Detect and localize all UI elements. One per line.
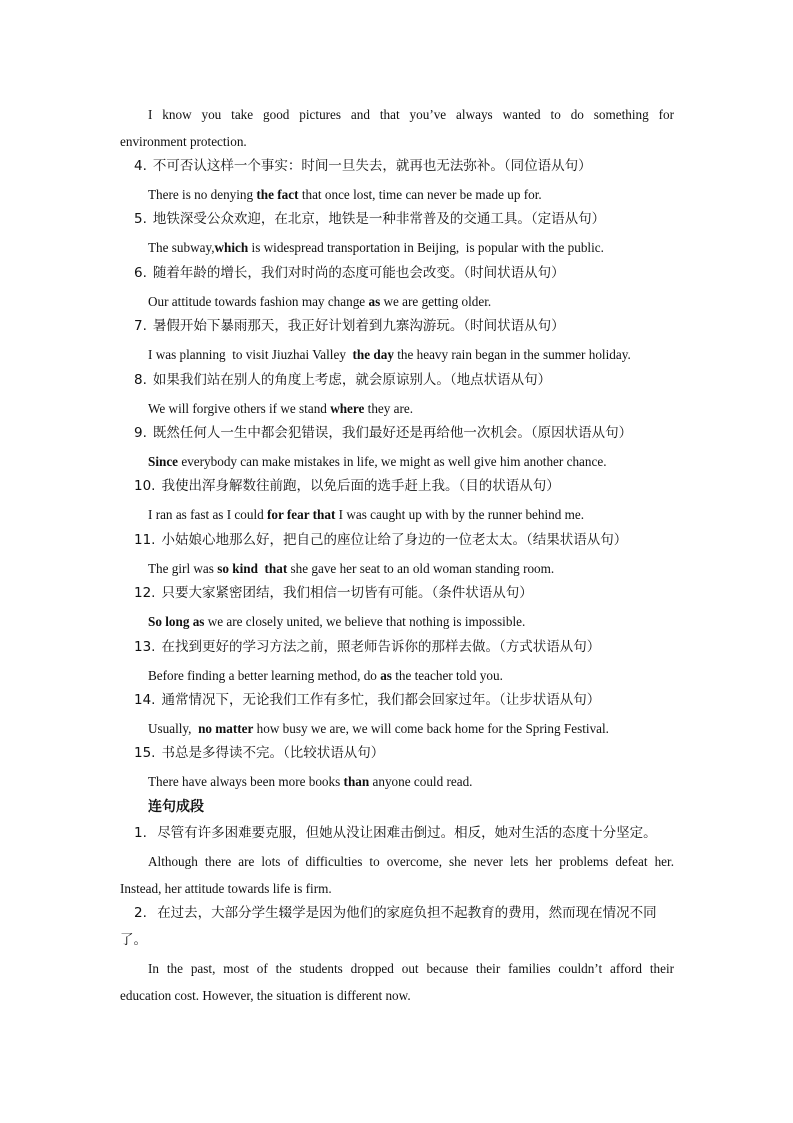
item-zh-line <box>134 694 600 708</box>
item-en-post: I was caught up with by the runner behind me. <box>335 507 585 523</box>
item-en-post: how busy we are, we will come back home for the Spring Festival. <box>253 721 609 736</box>
item-number: 15. <box>134 745 156 762</box>
paragraph-2-en-line-2: education cost. However, the situation is different now. <box>120 988 411 1003</box>
item-zh-line <box>134 638 601 655</box>
item-en-pre: I ran as fast as I could <box>148 507 268 523</box>
item-en-pre: Usually, <box>148 721 199 736</box>
item-number: 13. <box>134 638 156 655</box>
item-zh-line <box>134 371 552 388</box>
item-en-line <box>148 722 609 735</box>
item-zh-line <box>134 480 560 494</box>
item-zh-line <box>134 213 605 227</box>
item-en-line <box>148 669 503 682</box>
item-zh-text: 我使出浑身解数往前跑，以免后面的选手赶上我。（目的状语从句） <box>161 478 560 495</box>
item-en-keyword: So long as <box>148 614 205 630</box>
item-en-post: everybody can make mistakes in life, we might as well give him another chance. <box>178 454 607 469</box>
item-zh-line <box>134 264 565 281</box>
item-zh-text: 既然任何人一生中都会犯错误，我们最好还是再给他一次机会。（原因状语从句） <box>152 425 633 441</box>
item-zh-line <box>134 320 565 334</box>
item-zh-line <box>134 747 384 761</box>
item-zh-text: 不可否认这样一个事实：时间一旦失去，就再也无法弥补。（同位语从句） <box>152 158 592 174</box>
item-en-pre: There is no denying <box>148 187 257 202</box>
intro-line-2: environment protection. <box>120 134 247 149</box>
item-en-line <box>148 508 584 521</box>
item-en-keyword: Since <box>148 454 179 469</box>
item-en-keyword: than <box>343 774 370 790</box>
item-en-post: she gave her seat to an old woman standing room. <box>287 560 555 576</box>
item-en-line <box>148 775 472 788</box>
paragraph-2-number: 2. <box>134 905 147 921</box>
item-zh-text: 书总是多得读不完。（比较状语从句） <box>161 745 385 762</box>
item-en-pre: We will forgive others if we stand <box>148 400 331 416</box>
item-number: 5. <box>134 211 147 228</box>
item-en-post: the teacher told you. <box>391 667 503 683</box>
item-en-post: the heavy rain began in the summer holiday. <box>393 347 631 363</box>
item-en-line <box>148 188 542 201</box>
item-en-pre: Our attitude towards fashion may change <box>148 293 369 309</box>
item-en-line <box>148 295 491 308</box>
item-en-line <box>148 455 607 468</box>
item-zh-text: 如果我们站在别人的角度上考虑，就会原谅别人。（地点状语从句） <box>152 371 552 388</box>
item-en-keyword: as <box>380 667 392 683</box>
item-zh-text: 小姑娘心地那么好，把自己的座位让给了身边的一位老太太。（结果状语从句） <box>161 531 628 548</box>
paragraph-2-zh-text: 在过去，大部分学生辍学是因为他们的家庭负担不起教育的费用，然而现在情况不同 <box>157 905 657 921</box>
item-en-pre: Before finding a better learning method, do <box>148 667 381 683</box>
item-en-keyword: for fear that <box>267 507 336 523</box>
item-zh-text: 暑假开始下暴雨那天，我正好计划着到九寨沟游玩。（时间状语从句） <box>152 318 565 335</box>
paragraph-1-zh-text: 尽管有许多困难要克服，但她从没让困难击倒过。相反，她对生活的态度十分坚定。 <box>157 825 657 841</box>
paragraph-2-zh-line-1 <box>134 907 657 921</box>
item-en-pre: The girl was <box>148 560 218 576</box>
item-number: 9. <box>134 425 147 441</box>
paragraph-1-en-line-2: Instead, her attitude towards life is firm. <box>120 881 332 896</box>
item-en-post: we are getting older. <box>380 293 492 309</box>
item-en-line <box>148 615 525 628</box>
section-heading: 连句成段 <box>148 799 204 815</box>
item-en-line <box>148 562 554 575</box>
item-en-keyword: so kind that <box>217 560 288 576</box>
item-en-keyword: which <box>214 240 249 256</box>
item-zh-text: 在找到更好的学习方法之前，照老师告诉你的那样去做。（方式状语从句） <box>161 638 601 655</box>
item-zh-line <box>134 427 632 441</box>
paragraph-2-zh-line-2: 了。 <box>120 932 147 948</box>
item-en-post: we are closely united, we believe that nothing is impossible. <box>204 614 526 630</box>
item-en-post: that once lost, time can never be made up for. <box>298 187 542 202</box>
item-en-post: anyone could read. <box>369 774 473 790</box>
item-zh-text: 随着年龄的增长，我们对时尚的态度可能也会改变。（时间状语从句） <box>152 264 565 281</box>
item-zh-line <box>134 160 592 174</box>
item-en-keyword: the fact <box>256 187 299 202</box>
item-zh-text: 通常情况下，无论我们工作有多忙，我们都会回家过年。（让步状语从句） <box>161 692 601 708</box>
item-number: 14. <box>134 692 156 708</box>
intro-line-1: I know you take good pictures and that you’ve always wanted to do something for <box>148 107 674 122</box>
item-en-keyword: as <box>368 293 381 309</box>
item-number: 6. <box>134 264 147 281</box>
item-en-line <box>148 241 604 254</box>
item-number: 10. <box>134 478 156 495</box>
paragraph-1-number: 1. <box>134 825 147 841</box>
item-en-pre: I was planning to visit Jiuzhai Valley <box>148 347 353 363</box>
item-en-line <box>148 402 413 415</box>
item-en-pre: There have always been more books <box>148 774 344 790</box>
item-en-keyword: where <box>330 400 365 416</box>
paragraph-1-en-line-1: Although there are lots of difficulties to overcome, she never lets her problems defeat her. <box>148 854 674 869</box>
item-en-post: is widespread transportation in Beijing, is popular with the public. <box>248 240 604 256</box>
item-zh-line <box>134 531 628 548</box>
item-en-keyword: the day <box>352 347 394 363</box>
item-zh-line <box>134 587 533 601</box>
paragraph-1-zh <box>134 827 657 841</box>
paragraph-2-en-line-1: In the past, most of the students dropped out because their families couldn’t afford their <box>148 961 674 976</box>
item-en-pre: The subway, <box>148 240 215 256</box>
item-number: 7. <box>134 318 147 335</box>
item-number: 8. <box>134 371 147 388</box>
item-number: 11. <box>134 531 156 548</box>
item-en-keyword: no matter <box>198 721 254 736</box>
item-zh-text: 只要大家紧密团结，我们相信一切皆有可能。（条件状语从句） <box>161 585 533 602</box>
item-en-post: they are. <box>364 400 414 416</box>
item-zh-text: 地铁深受公众欢迎，在北京，地铁是一种非常普及的交通工具。（定语从句） <box>152 211 606 228</box>
item-number: 12. <box>134 585 156 602</box>
item-en-line <box>148 348 631 361</box>
item-number: 4. <box>134 158 147 174</box>
